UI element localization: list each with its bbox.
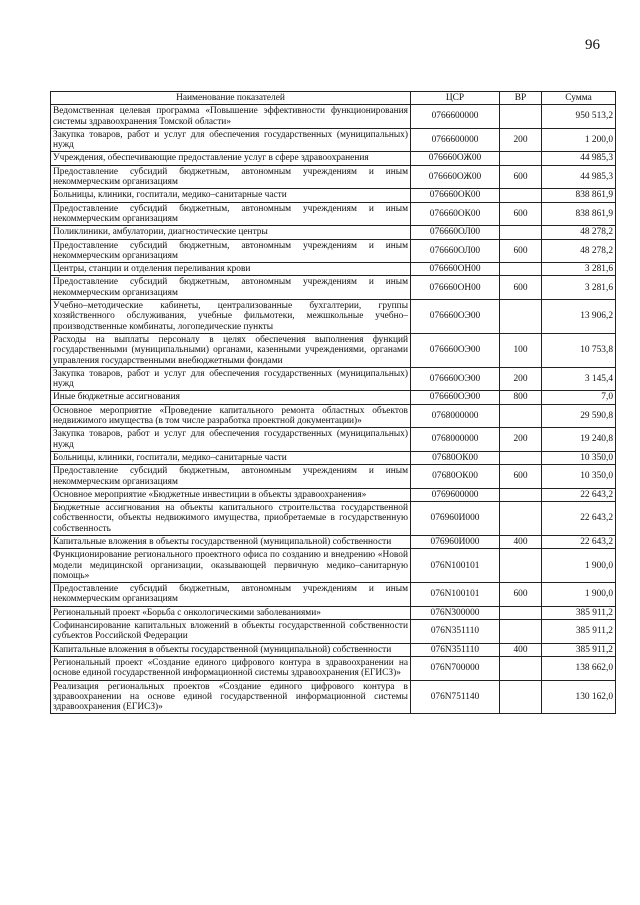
table-row [51, 333, 616, 367]
cell-csr: 076660ОЭ00 [411, 300, 500, 334]
cell-vr: 200 [500, 428, 542, 452]
table-row [51, 300, 616, 334]
cell-sum: 44 985,3 [542, 152, 616, 165]
cell-name: Учебно–методические кабинеты, централизованные бухгалтерии, группы хозяйственного обслуживания, учебные фильмотеки, межшкольные учебно–производственные комбинаты, логопедические пункты [51, 300, 411, 334]
header-sum: Сумма [542, 92, 616, 105]
cell-sum: 22 643,2 [542, 502, 616, 536]
cell-sum: 22 643,2 [542, 488, 616, 501]
header-csr: ЦСР [411, 92, 500, 105]
cell-csr: 076660ОН00 [411, 263, 500, 276]
table-row [51, 549, 616, 583]
cell-name: Основное мероприятие «Бюджетные инвестиции в объекты здравоохранения» [51, 488, 411, 501]
cell-name: Предоставление субсидий бюджетным, автономным учреждениям и иным некоммерческим организациям [51, 165, 411, 189]
cell-name: Предоставление субсидий бюджетным, автономным учреждениям и иным некоммерческим организациям [51, 465, 411, 489]
cell-sum: 3 281,6 [542, 263, 616, 276]
cell-name: Закупка товаров, работ и услуг для обеспечения государственных (муниципальных) нужд [51, 128, 411, 152]
cell-csr: 0769600000 [411, 488, 500, 501]
cell-vr: 400 [500, 535, 542, 548]
table-row [51, 465, 616, 489]
cell-sum: 10 350,0 [542, 465, 616, 489]
cell-sum: 138 662,0 [542, 656, 616, 680]
cell-vr: 200 [500, 128, 542, 152]
header-name: Наименование показателей [51, 92, 411, 105]
cell-csr: 076N100101 [411, 549, 500, 583]
cell-vr [500, 404, 542, 428]
cell-name: Центры, станции и отделения переливания крови [51, 263, 411, 276]
cell-name: Закупка товаров, работ и услуг для обеспечения государственных (муниципальных) нужд [51, 428, 411, 452]
cell-csr: 076N100101 [411, 583, 500, 607]
cell-vr [500, 263, 542, 276]
cell-name: Капитальные вложения в объекты государственной (муниципальной) собственности [51, 535, 411, 548]
cell-csr: 076660ОЛ00 [411, 239, 500, 263]
cell-csr: 076960И000 [411, 535, 500, 548]
cell-vr: 600 [500, 465, 542, 489]
budget-table [50, 91, 616, 714]
page-number: 96 [585, 37, 600, 53]
table-row [51, 451, 616, 464]
table-body [51, 105, 616, 714]
table-row [51, 583, 616, 607]
table-row [51, 680, 616, 714]
table-row [51, 428, 616, 452]
cell-name: Ведомственная целевая программа «Повышение эффективности функционирования системы здравоохранения Томской области» [51, 105, 411, 129]
table-row [51, 656, 616, 680]
cell-sum: 48 278,2 [542, 239, 616, 263]
cell-csr: 076660ОЭ00 [411, 391, 500, 404]
cell-vr [500, 620, 542, 644]
cell-csr: 07680ОК00 [411, 465, 500, 489]
table-header-row [51, 92, 616, 105]
cell-sum: 385 911,2 [542, 620, 616, 644]
cell-vr [500, 502, 542, 536]
cell-vr [500, 152, 542, 165]
table-row [51, 620, 616, 644]
cell-csr: 076660ОЖ00 [411, 165, 500, 189]
cell-vr: 400 [500, 643, 542, 656]
table-row [51, 202, 616, 226]
cell-sum: 385 911,2 [542, 606, 616, 619]
cell-sum: 29 590,8 [542, 404, 616, 428]
table-row [51, 105, 616, 129]
cell-name: Больницы, клиники, госпитали, медико–санитарные части [51, 189, 411, 202]
cell-csr: 076N700000 [411, 656, 500, 680]
cell-name: Предоставление субсидий бюджетным, автономным учреждениям и иным некоммерческим организациям [51, 276, 411, 300]
table-row [51, 535, 616, 548]
table-row [51, 488, 616, 501]
cell-sum: 13 906,2 [542, 300, 616, 334]
cell-csr: 076N751140 [411, 680, 500, 714]
cell-sum: 950 513,2 [542, 105, 616, 129]
cell-vr: 800 [500, 391, 542, 404]
cell-name: Капитальные вложения в объекты государственной (муниципальной) собственности [51, 643, 411, 656]
table-row [51, 643, 616, 656]
cell-csr: 0768000000 [411, 428, 500, 452]
cell-sum: 10 753,8 [542, 333, 616, 367]
cell-vr [500, 488, 542, 501]
table-row [51, 367, 616, 391]
table-row [51, 263, 616, 276]
cell-name: Предоставление субсидий бюджетным, автономным учреждениям и иным некоммерческим организациям [51, 202, 411, 226]
cell-name: Закупка товаров, работ и услуг для обеспечения государственных (муниципальных) нужд [51, 367, 411, 391]
table-row [51, 502, 616, 536]
cell-sum: 22 643,2 [542, 535, 616, 548]
cell-name: Учреждения, обеспечивающие предоставление услуг в сфере здравоохранения [51, 152, 411, 165]
cell-sum: 7,0 [542, 391, 616, 404]
cell-csr: 076660ОЖ00 [411, 152, 500, 165]
cell-vr: 100 [500, 333, 542, 367]
cell-name: Региональный проект «Борьба с онкологическими заболеваниями» [51, 606, 411, 619]
cell-sum: 130 162,0 [542, 680, 616, 714]
cell-vr: 600 [500, 239, 542, 263]
cell-vr: 600 [500, 202, 542, 226]
cell-name: Софинансирование капитальных вложений в объекты государственной собственности субъектов Российской Федерации [51, 620, 411, 644]
cell-csr: 076660ОК00 [411, 202, 500, 226]
cell-csr: 076960И000 [411, 502, 500, 536]
cell-vr [500, 189, 542, 202]
cell-sum: 48 278,2 [542, 226, 616, 239]
cell-csr: 076660ОН00 [411, 276, 500, 300]
cell-vr: 200 [500, 367, 542, 391]
cell-vr: 600 [500, 165, 542, 189]
cell-csr: 076N300000 [411, 606, 500, 619]
cell-csr: 0768000000 [411, 404, 500, 428]
table-row [51, 226, 616, 239]
cell-csr: 076660ОЛ00 [411, 226, 500, 239]
cell-sum: 838 861,9 [542, 202, 616, 226]
cell-vr: 600 [500, 583, 542, 607]
cell-name: Реализация региональных проектов «Создание единого цифрового контура в здравоохранении на основе единой государственной информационной системы здравоохранения (ЕГИСЗ)» [51, 680, 411, 714]
cell-name: Поликлиники, амбулатории, диагностические центры [51, 226, 411, 239]
cell-sum: 838 861,9 [542, 189, 616, 202]
cell-sum: 10 350,0 [542, 451, 616, 464]
cell-name: Больницы, клиники, госпитали, медико–санитарные части [51, 451, 411, 464]
cell-sum: 3 145,4 [542, 367, 616, 391]
cell-vr [500, 105, 542, 129]
cell-vr [500, 606, 542, 619]
cell-name: Расходы на выплаты персоналу в целях обеспечения выполнения функций государственными (муниципальными) органами, казенными учреждениями, органами управления государственными внебюджетными фондами [51, 333, 411, 367]
table-row [51, 276, 616, 300]
table-row [51, 152, 616, 165]
cell-csr: 07680ОК00 [411, 451, 500, 464]
cell-vr [500, 656, 542, 680]
header-vr: ВР [500, 92, 542, 105]
table-row [51, 189, 616, 202]
cell-name: Бюджетные ассигнования на объекты капитального строительства государственной собственности, объекты недвижимого имущества, приобретаемые в государственную собственность [51, 502, 411, 536]
table-row [51, 239, 616, 263]
cell-csr: 0766600000 [411, 105, 500, 129]
cell-sum: 44 985,3 [542, 165, 616, 189]
cell-csr: 076N351110 [411, 643, 500, 656]
cell-name: Предоставление субсидий бюджетным, автономным учреждениям и иным некоммерческим организациям [51, 583, 411, 607]
cell-name: Иные бюджетные ассигнования [51, 391, 411, 404]
cell-sum: 1 900,0 [542, 583, 616, 607]
cell-sum: 1 900,0 [542, 549, 616, 583]
cell-sum: 3 281,6 [542, 276, 616, 300]
cell-sum: 19 240,8 [542, 428, 616, 452]
cell-sum: 385 911,2 [542, 643, 616, 656]
cell-vr [500, 549, 542, 583]
cell-csr: 076660ОЭ00 [411, 333, 500, 367]
cell-csr: 076660ОЭ00 [411, 367, 500, 391]
table-row [51, 128, 616, 152]
cell-vr: 600 [500, 276, 542, 300]
cell-vr [500, 226, 542, 239]
table-row [51, 606, 616, 619]
table-row [51, 404, 616, 428]
table-row [51, 165, 616, 189]
cell-name: Основное мероприятие «Проведение капитального ремонта областных объектов недвижимого имущества (в том числе разработка проектной документации)» [51, 404, 411, 428]
cell-vr [500, 680, 542, 714]
cell-csr: 076660ОК00 [411, 189, 500, 202]
cell-sum: 1 200,0 [542, 128, 616, 152]
cell-csr: 076N351110 [411, 620, 500, 644]
cell-name: Предоставление субсидий бюджетным, автономным учреждениям и иным некоммерческим организациям [51, 239, 411, 263]
cell-name: Региональный проект «Создание единого цифрового контура в здравоохранении на основе единой государственной информационной системы здравоохранения (ЕГИСЗ)» [51, 656, 411, 680]
cell-vr [500, 300, 542, 334]
cell-vr [500, 451, 542, 464]
cell-name: Функционирование регионального проектного офиса по созданию и внедрению «Новой модели медицинской организации, оказывающей первичную медико–санитарную помощь» [51, 549, 411, 583]
table-row [51, 391, 616, 404]
cell-csr: 0766600000 [411, 128, 500, 152]
